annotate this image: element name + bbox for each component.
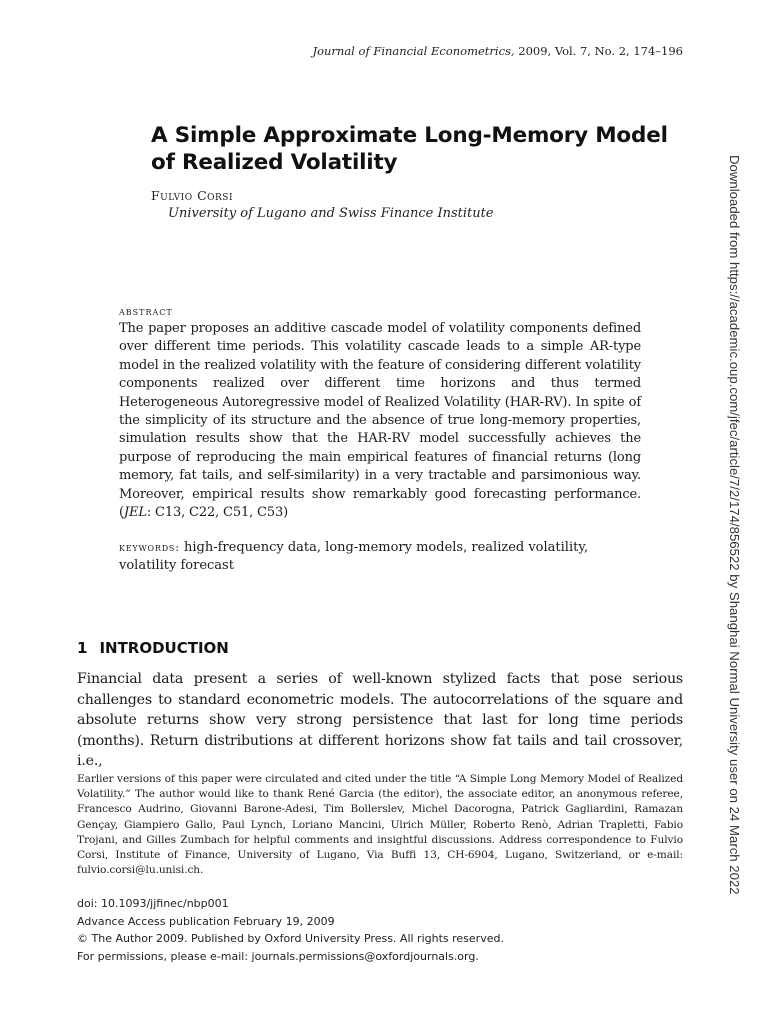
jel-label: JEL xyxy=(123,505,147,521)
keywords-text: high-frequency data, long-memory models, realized volatility, volatility forecast xyxy=(119,540,589,574)
abstract-label: abstract xyxy=(119,305,173,318)
author-name: Fulvio Corsi xyxy=(151,188,234,203)
intro-paragraph: Financial data present a series of well-known stylized facts that pose serious challenges to standard econometric models. The autocorrelations of the square and absolute returns show very strong persistence that last for long time periods (months). Return distributions at different horizons show fat tails and tail crossover, i.e., xyxy=(77,671,683,769)
keywords xyxy=(119,538,641,576)
running-head xyxy=(312,44,683,58)
download-watermark-text: Downloaded from https://academic.oup.com/jfec/article/7/2/174/856522 by Shanghai Normal University user on 24 March 2022 xyxy=(727,155,742,895)
abstract-text: The paper proposes an additive cascade model of volatility components defined over different time periods. This volatility cascade leads to a simple AR-type model in the realized volatility with the feature of considering different volatility components realized over different time horizons and thus termed Heterogeneous Autoregressive model of Realized Volatility (HAR-RV). In spite of the simplicity of its structure and the absence of true long-memory properties, simulation results show that the HAR-RV model successfully achieves the purpose of reproducing the main empirical features of financial returns (long memory, fat tails, and self-similarity) in a very tractable and parsimonious way. Moreover, empirical results show remarkably good forecasting performance. xyxy=(119,321,641,502)
download-watermark xyxy=(726,155,746,895)
advance-access: Advance Access publication February 19, 2009 xyxy=(77,914,335,928)
section-number: 1 xyxy=(77,639,88,657)
footnote: Earlier versions of this paper were circulated and cited under the title “A Simple Long Memory Model of Realized Volatility.” The author would like to thank René Garcia (the editor), the associate editor, an anonymous referee, Francesco Audrino, Giovanni Barone-Adesi, Tim Bollerslev, Michel Dacorogna, Patrick Gagliardini, Ramazan Gençay, Giampiero Gallo, Paul Lynch, Loriano Mancini, Ulrich Müller, Roberto Renò, Adrian Trapletti, Fabio Trojani, and Gilles Zumbach for helpful comments and insightful discussions. Address correspondence to Fulvio Corsi, Institute of Finance, University of Lugano, Via Buffi 13, CH-6904, Lugano, Switzerland, or e-mail: fulvio.corsi@lu.unisi.ch. xyxy=(77,773,683,877)
paper-title: A Simple Approximate Long-Memory Model of Realized Volatility xyxy=(151,123,668,175)
jel-codes: : C13, C22, C51, C53) xyxy=(146,505,288,521)
section-heading xyxy=(77,639,229,657)
section-title: INTRODUCTION xyxy=(99,639,229,657)
doi-link[interactable]: doi: 10.1093/jjfinec/nbp001 xyxy=(77,897,229,910)
author-affiliation: University of Lugano and Swiss Finance Institute xyxy=(168,206,494,221)
keywords-label: keywords: xyxy=(119,540,180,554)
copyright: © The Author 2009. Published by Oxford University Press. All rights reserved. xyxy=(77,932,504,945)
permissions: For permissions, please e-mail: journals.permissions@oxfordjournals.org. xyxy=(77,949,479,963)
journal-name: Journal of Financial Econometrics, xyxy=(312,44,515,58)
publication-info xyxy=(77,895,504,965)
journal-details: 2009, Vol. 7, No. 2, 174–196 xyxy=(514,44,683,58)
abstract-body: The paper proposes an additive cascade model of volatility components defined over different time periods. This volatility cascade leads to a simple AR-type model in the realized volatility with the feature of considering different volatility components realized over different time horizons and thus termed Heterogeneous Autoregressive model of Realized Volatility (HAR-RV). In spite of the simplicity of its structure and the absence of true long-memory properties, simulation results show that the HAR-RV model successfully achieves the purpose of reproducing the main empirical features of financial returns (long memory, fat tails, and self-similarity) in a very tractable and parsimonious way. Moreover, empirical results show remarkably good forecasting performance. (JEL: C13, C22, C51, C53) xyxy=(119,321,641,521)
